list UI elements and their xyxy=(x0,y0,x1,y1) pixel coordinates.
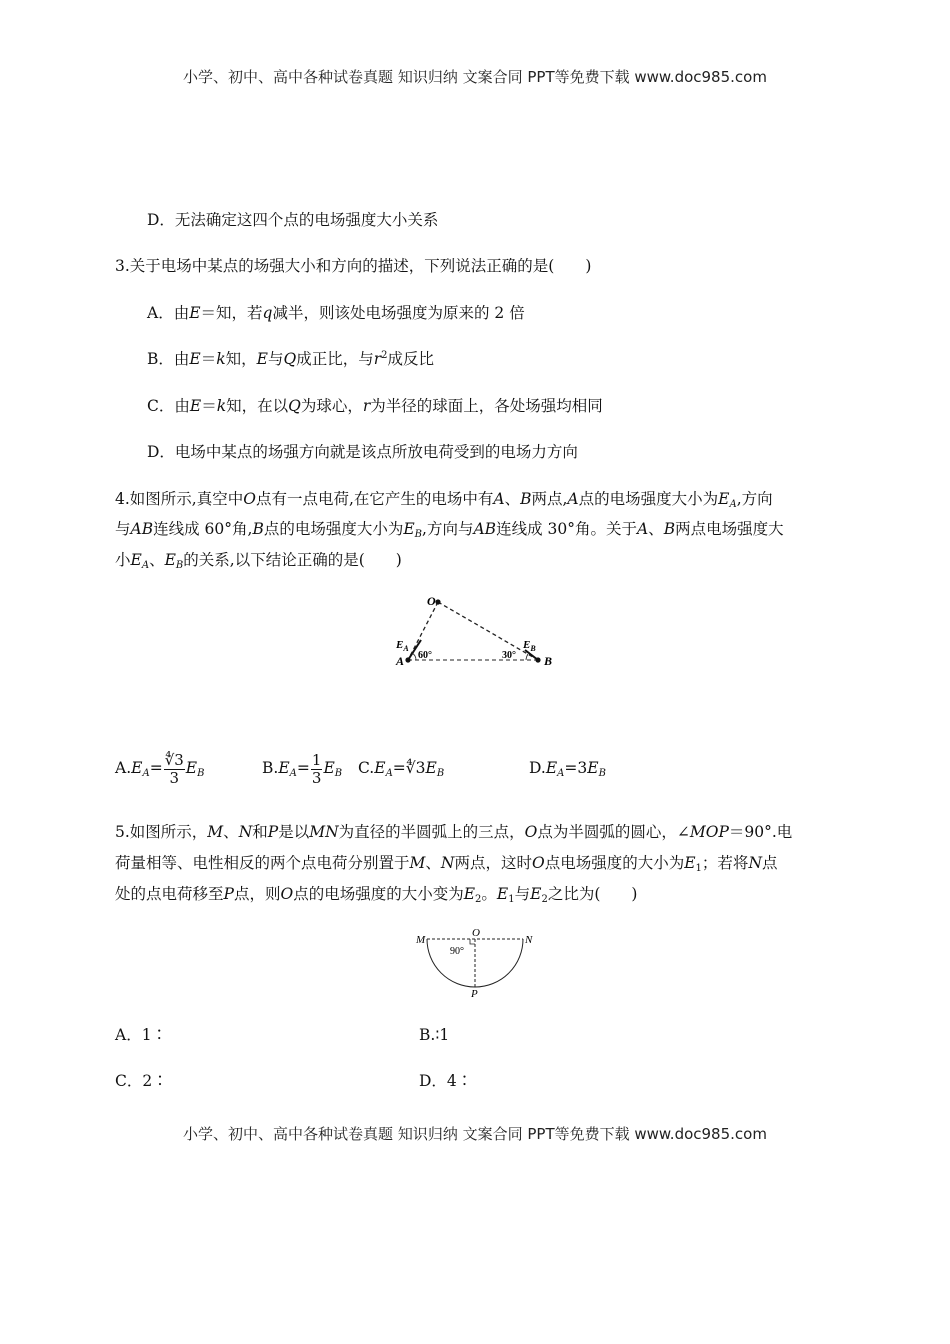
q5-stem-line1: 5.如图所示，M、N和P是以MN为直径的半圆弧上的三点，O点为半圆弧的圆心，∠MOP＝90°.电 xyxy=(115,823,793,841)
right-angle-mark xyxy=(470,939,475,944)
q5-stem-line2: 荷量相等、电性相反的两个点电荷分别置于M、N两点，这时O点电场强度的大小为$E_1$；若将N点 xyxy=(115,854,778,874)
page-header: 小学、初中、高中各种试卷真题 知识归纳 文案合同 PPT等免费下载 www.doc985.com xyxy=(183,68,767,86)
label-n: N xyxy=(525,934,533,946)
q5-option-a: A．1∶ xyxy=(115,1026,168,1044)
q4-stem-line1: 4.如图所示,真空中O点有一点电荷,在它产生的电场中有A、B两点,A点的电场强度大小为$E_A$,方向 xyxy=(115,490,773,510)
label-p: P xyxy=(471,988,478,1000)
label-b: B xyxy=(544,654,553,668)
angle-arc-b xyxy=(526,654,528,660)
q5-option-c: C．2∶ xyxy=(115,1072,168,1090)
q3-stem: 3.关于电场中某点的场强大小和方向的描述，下列说法正确的是( ) xyxy=(115,257,592,275)
q4-option-b: $B.E_A=$ $\frac{1}{3}$ $E_B$ xyxy=(262,750,343,787)
label-o: O xyxy=(427,594,436,608)
point-o xyxy=(435,599,440,604)
label-a: A xyxy=(396,654,405,668)
q4-option-c: $C.E_A=∜3E_B$ xyxy=(358,759,445,779)
q5-option-d: D．4∶ xyxy=(419,1072,473,1090)
q5-figure xyxy=(410,925,540,1000)
q4-stem-line2: 与AB连线成 60°角,B点的电场强度大小为$E_B$,方向与AB连线成 30°角。关于A、B两点电场强度大 xyxy=(115,520,784,540)
page-footer: 小学、初中、高中各种试卷真题 知识归纳 文案合同 PPT等免费下载 www.doc985.com xyxy=(183,1125,767,1143)
q3-option-b: B．由E＝k知，E与Q成正比，与$r^2$成反比 xyxy=(147,350,435,368)
q4-figure xyxy=(390,590,565,670)
label-ea: $E_A$ xyxy=(396,639,409,653)
q3-option-c: C．由E＝k知，在以Q为球心，r为半径的球面上，各处场强均相同 xyxy=(147,397,603,415)
label-60: 60° xyxy=(418,650,432,661)
point-a xyxy=(405,657,410,662)
line-ob xyxy=(438,602,538,660)
q5-option-b: B.∶1 xyxy=(419,1026,450,1044)
point-b xyxy=(535,657,540,662)
label-30: 30° xyxy=(502,650,516,661)
q3-option-a: A．由E＝知，若q减半，则该处电场强度为原来的 2 倍 xyxy=(147,304,525,322)
label-m: M xyxy=(416,934,426,946)
q3-option-d: D．电场中某点的场强方向就是该点所放电荷受到的电场力方向 xyxy=(147,443,578,461)
q5-stem-line3: 处的点电荷移至P点，则O点的电场强度的大小变为$E_2$。$E_1$与$E_2$之比为( ) xyxy=(115,885,638,905)
q2-option-d: D．无法确定这四个点的电场强度大小关系 xyxy=(147,211,439,229)
label-90: 90° xyxy=(450,946,464,957)
label-eb: $E_B$ xyxy=(523,639,536,653)
q4-option-a: $A.E_A=$ $\frac{∜3}{3}$ $E_B$ xyxy=(115,750,205,787)
q4-stem-line3: 小$E_A$、$E_B$的关系,以下结论正确的是( ) xyxy=(115,551,402,571)
label-o: O xyxy=(472,927,480,939)
q4-option-d: $D.E_A=3E_B$ xyxy=(529,759,606,779)
